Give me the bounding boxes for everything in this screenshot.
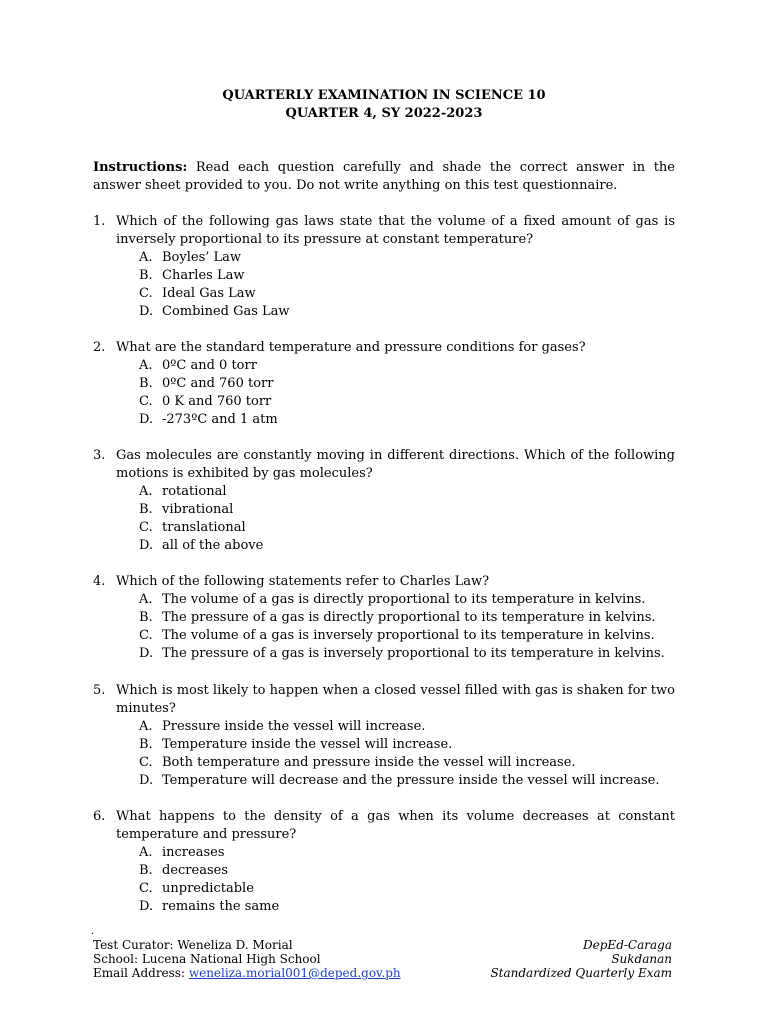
footer-school: School: Lucena National High School [93,952,321,966]
option-a [139,483,675,501]
question-text: What are the standard temperature and pressure conditions for gases? [116,340,586,355]
question-text: Which is most likely to happen when a closed vessel filled with gas is shaken for two minutes? [116,683,675,716]
option-d [139,898,675,916]
option-letter: B. [139,268,153,283]
option-letter: D. [139,773,154,788]
option-text: Temperature inside the vessel will increase. [162,737,453,752]
option-letter: C. [139,628,153,643]
option-letter: A. [139,250,153,265]
question-text: What happens to the density of a gas when its volume decreases at constant temperature and pressure? [116,809,675,842]
question-number: 4. [93,574,106,589]
option-letter: C. [139,286,153,301]
option-d [139,537,675,555]
option-c [139,627,675,645]
exam-title: QUARTERLY EXAMINATION IN SCIENCE 10 [222,88,546,103]
option-text: vibrational [162,502,234,517]
option-b [139,609,675,627]
option-text: Temperature will decrease and the pressure inside the vessel will increase. [162,773,660,788]
option-b [139,736,675,754]
option-text: Ideal Gas Law [162,286,256,301]
question-text: Which of the following gas laws state that the volume of a fixed amount of gas is inversely proportional to its pressure at constant temperature? [116,214,675,247]
question-2 [93,339,675,429]
option-letter: C. [139,755,153,770]
option-text: -273ºC and 1 atm [162,412,278,427]
question-number: 2. [93,340,106,355]
option-letter: C. [139,881,153,896]
option-letter: A. [139,484,153,499]
option-letter: A. [139,719,153,734]
question-number: 3. [93,448,106,463]
option-b [139,501,675,519]
option-c [139,285,675,303]
question-1 [93,213,675,321]
option-text: decreases [162,863,228,878]
option-d [139,411,675,429]
option-letter: D. [139,646,154,661]
question-number: 1. [93,214,106,229]
option-letter: B. [139,376,153,391]
footer-exam-type: Standardized Quarterly Exam [490,966,672,980]
stray-mark: . [91,926,95,937]
question-text: Which of the following statements refer to Charles Law? [116,574,490,589]
footer-branding [490,938,672,980]
footer-email-label: Email Address: [93,966,189,980]
option-letter: C. [139,520,153,535]
question-number: 5. [93,683,106,698]
option-c [139,519,675,537]
option-text: rotational [162,484,227,499]
option-letter: A. [139,845,153,860]
option-text: The volume of a gas is directly proportional to its temperature in kelvins. [162,592,646,607]
question-text: Gas molecules are constantly moving in different directions. Which of the following motions is exhibited by gas molecules? [116,448,675,481]
option-a [139,718,675,736]
option-letter: A. [139,358,153,373]
option-a [139,591,675,609]
option-d [139,772,675,790]
exam-subtitle: QUARTER 4, SY 2022-2023 [285,106,483,121]
footer-curator: Test Curator: Weneliza D. Morial [93,938,293,952]
option-letter: B. [139,502,153,517]
question-6 [93,808,675,916]
option-text: 0ºC and 760 torr [162,376,274,391]
footer-credits [93,938,401,980]
option-text: Both temperature and pressure inside the vessel will increase. [162,755,576,770]
option-text: remains the same [162,899,280,914]
option-text: The pressure of a gas is directly proportional to its temperature in kelvins. [162,610,656,625]
option-a [139,357,675,375]
option-letter: B. [139,737,153,752]
option-c [139,393,675,411]
question-3 [93,447,675,555]
option-text: increases [162,845,225,860]
option-text: The volume of a gas is inversely proportional to its temperature in kelvins. [162,628,655,643]
option-a [139,844,675,862]
option-letter: D. [139,412,154,427]
option-d [139,303,675,321]
option-text: 0ºC and 0 torr [162,358,257,373]
option-text: translational [162,520,246,535]
option-b [139,862,675,880]
footer-region: DepEd-Caraga [583,938,672,952]
option-b [139,375,675,393]
email-link[interactable]: weneliza.morial001@deped.gov.ph [188,966,401,980]
option-letter: C. [139,394,153,409]
option-d [139,645,675,663]
option-letter: D. [139,304,154,319]
option-letter: D. [139,899,154,914]
option-text: all of the above [162,538,264,553]
option-c [139,880,675,898]
option-text: 0 K and 760 torr [162,394,272,409]
question-5 [93,682,675,790]
option-letter: B. [139,610,153,625]
option-text: unpredictable [162,881,254,896]
instructions [93,159,675,195]
option-text: Pressure inside the vessel will increase. [162,719,426,734]
option-text: Charles Law [162,268,245,283]
option-text: Combined Gas Law [162,304,290,319]
option-text: Boyles’ Law [162,250,242,265]
option-a [139,249,675,267]
question-number: 6. [93,809,106,824]
option-letter: B. [139,863,153,878]
footer-email-line [93,966,401,980]
question-4 [93,573,675,663]
option-b [139,267,675,285]
option-letter: A. [139,592,153,607]
instructions-label: Instructions: [93,160,188,175]
instructions-text: Read each question carefully and shade the correct answer in the answer sheet provided to you. Do not write anything on this test questionnaire. [93,160,676,193]
option-letter: D. [139,538,154,553]
option-text: The pressure of a gas is inversely proportional to its temperature in kelvins. [162,646,665,661]
option-c [139,754,675,772]
footer-program: Sukdanan [611,952,672,966]
